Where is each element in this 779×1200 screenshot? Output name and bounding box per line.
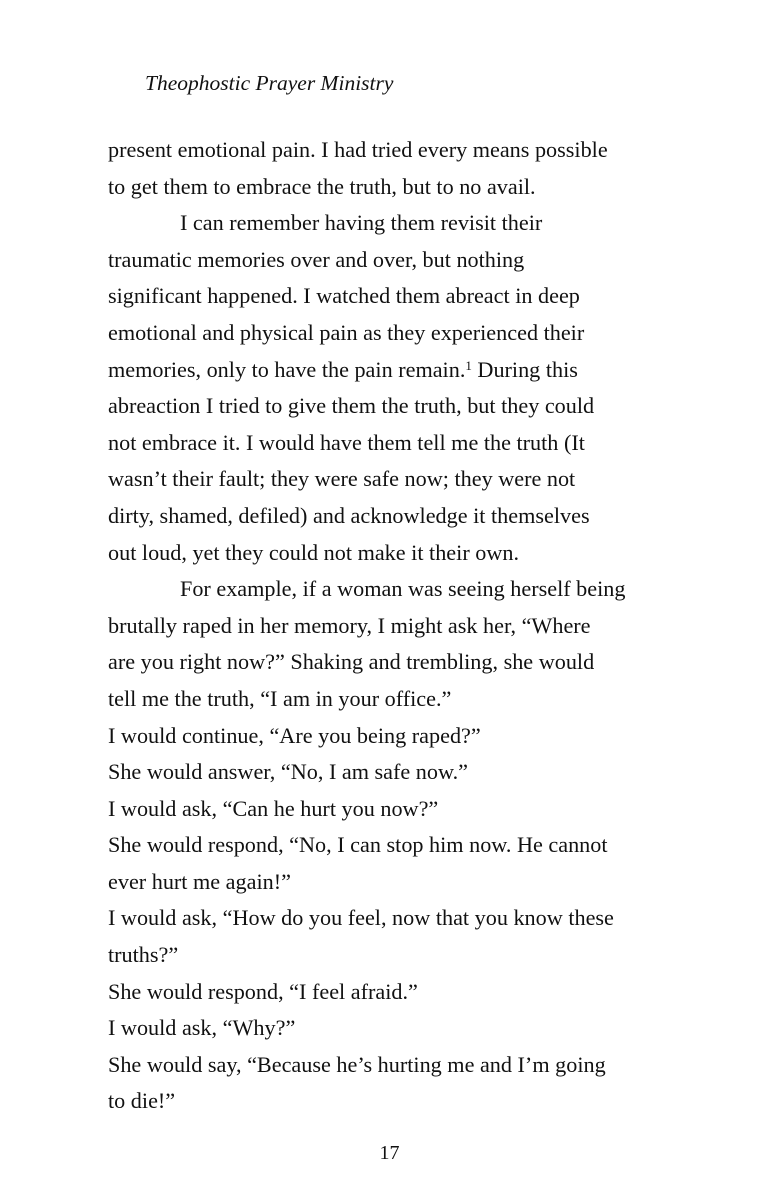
line-text: I would continue, “Are you being raped?” [108, 722, 481, 748]
line-text: to get them to embrace the truth, but to no avail. [108, 173, 536, 199]
line-text-continued: During this [471, 356, 578, 382]
line-text: brutally raped in her memory, I might ask her, “Where [108, 612, 591, 638]
text-line [108, 498, 708, 535]
line-text: abreaction I tried to give them the truth, but they could [108, 393, 595, 419]
running-head: Theophostic Prayer Ministry [145, 71, 394, 95]
line-text: I would ask, “Why?” [108, 1015, 296, 1041]
text-line [108, 352, 708, 389]
line-text: I can remember having them revisit their [180, 210, 543, 236]
text-line [108, 205, 708, 242]
line-text: significant happened. I watched them abreact in deep [108, 283, 580, 309]
line-text: tell me the truth, “I am in your office.” [108, 685, 452, 711]
body-text [108, 132, 708, 1120]
line-text: are you right now?” Shaking and trembling, she would [108, 649, 595, 675]
text-line [108, 1047, 708, 1084]
line-text: present emotional pain. I had tried every means possible [108, 137, 608, 162]
line-text: She would say, “Because he’s hurting me and I’m going [108, 1051, 606, 1077]
text-line [108, 242, 708, 279]
line-text: I would ask, “How do you feel, now that you know these [108, 905, 614, 931]
text-line [108, 315, 708, 352]
text-line [108, 827, 708, 864]
line-text: I would ask, “Can he hurt you now?” [108, 795, 439, 821]
text-line [108, 754, 708, 791]
text-line [108, 278, 708, 315]
text-line [108, 1083, 708, 1120]
text-line [108, 974, 708, 1011]
text-line [108, 681, 708, 718]
text-line [108, 644, 708, 681]
line-text: not embrace it. I would have them tell me the truth (It [108, 429, 585, 455]
line-text: traumatic memories over and over, but nothing [108, 246, 525, 272]
text-line [108, 864, 708, 901]
text-line [108, 388, 708, 425]
text-line [108, 169, 708, 206]
text-line [108, 900, 708, 937]
line-text: dirty, shamed, defiled) and acknowledge it themselves [108, 502, 590, 528]
text-line [108, 937, 708, 974]
line-text: ever hurt me again!” [108, 868, 291, 894]
page-number: 17 [379, 1142, 400, 1164]
line-text: memories, only to have the pain remain. [108, 356, 466, 382]
line-text: She would respond, “No, I can stop him now. He cannot [108, 832, 608, 858]
line-text: For example, if a woman was seeing herself being [180, 576, 626, 602]
text-line [108, 571, 708, 608]
text-line [108, 461, 708, 498]
line-text: She would answer, “No, I am safe now.” [108, 759, 468, 785]
line-text: wasn’t their fault; they were safe now; they were not [108, 466, 576, 492]
text-line [108, 1010, 708, 1047]
line-text: truths?” [108, 942, 179, 968]
line-text: She would respond, “I feel afraid.” [108, 978, 418, 1004]
line-text: emotional and physical pain as they experienced their [108, 319, 585, 345]
text-line [108, 608, 708, 645]
line-text: to die!” [108, 1088, 176, 1114]
text-line [108, 132, 708, 169]
text-line [108, 718, 708, 755]
footnote-marker: 1 [465, 357, 472, 373]
text-line [108, 791, 708, 828]
text-line [108, 425, 708, 462]
line-text: out loud, yet they could not make it their own. [108, 539, 520, 565]
text-line [108, 535, 708, 572]
